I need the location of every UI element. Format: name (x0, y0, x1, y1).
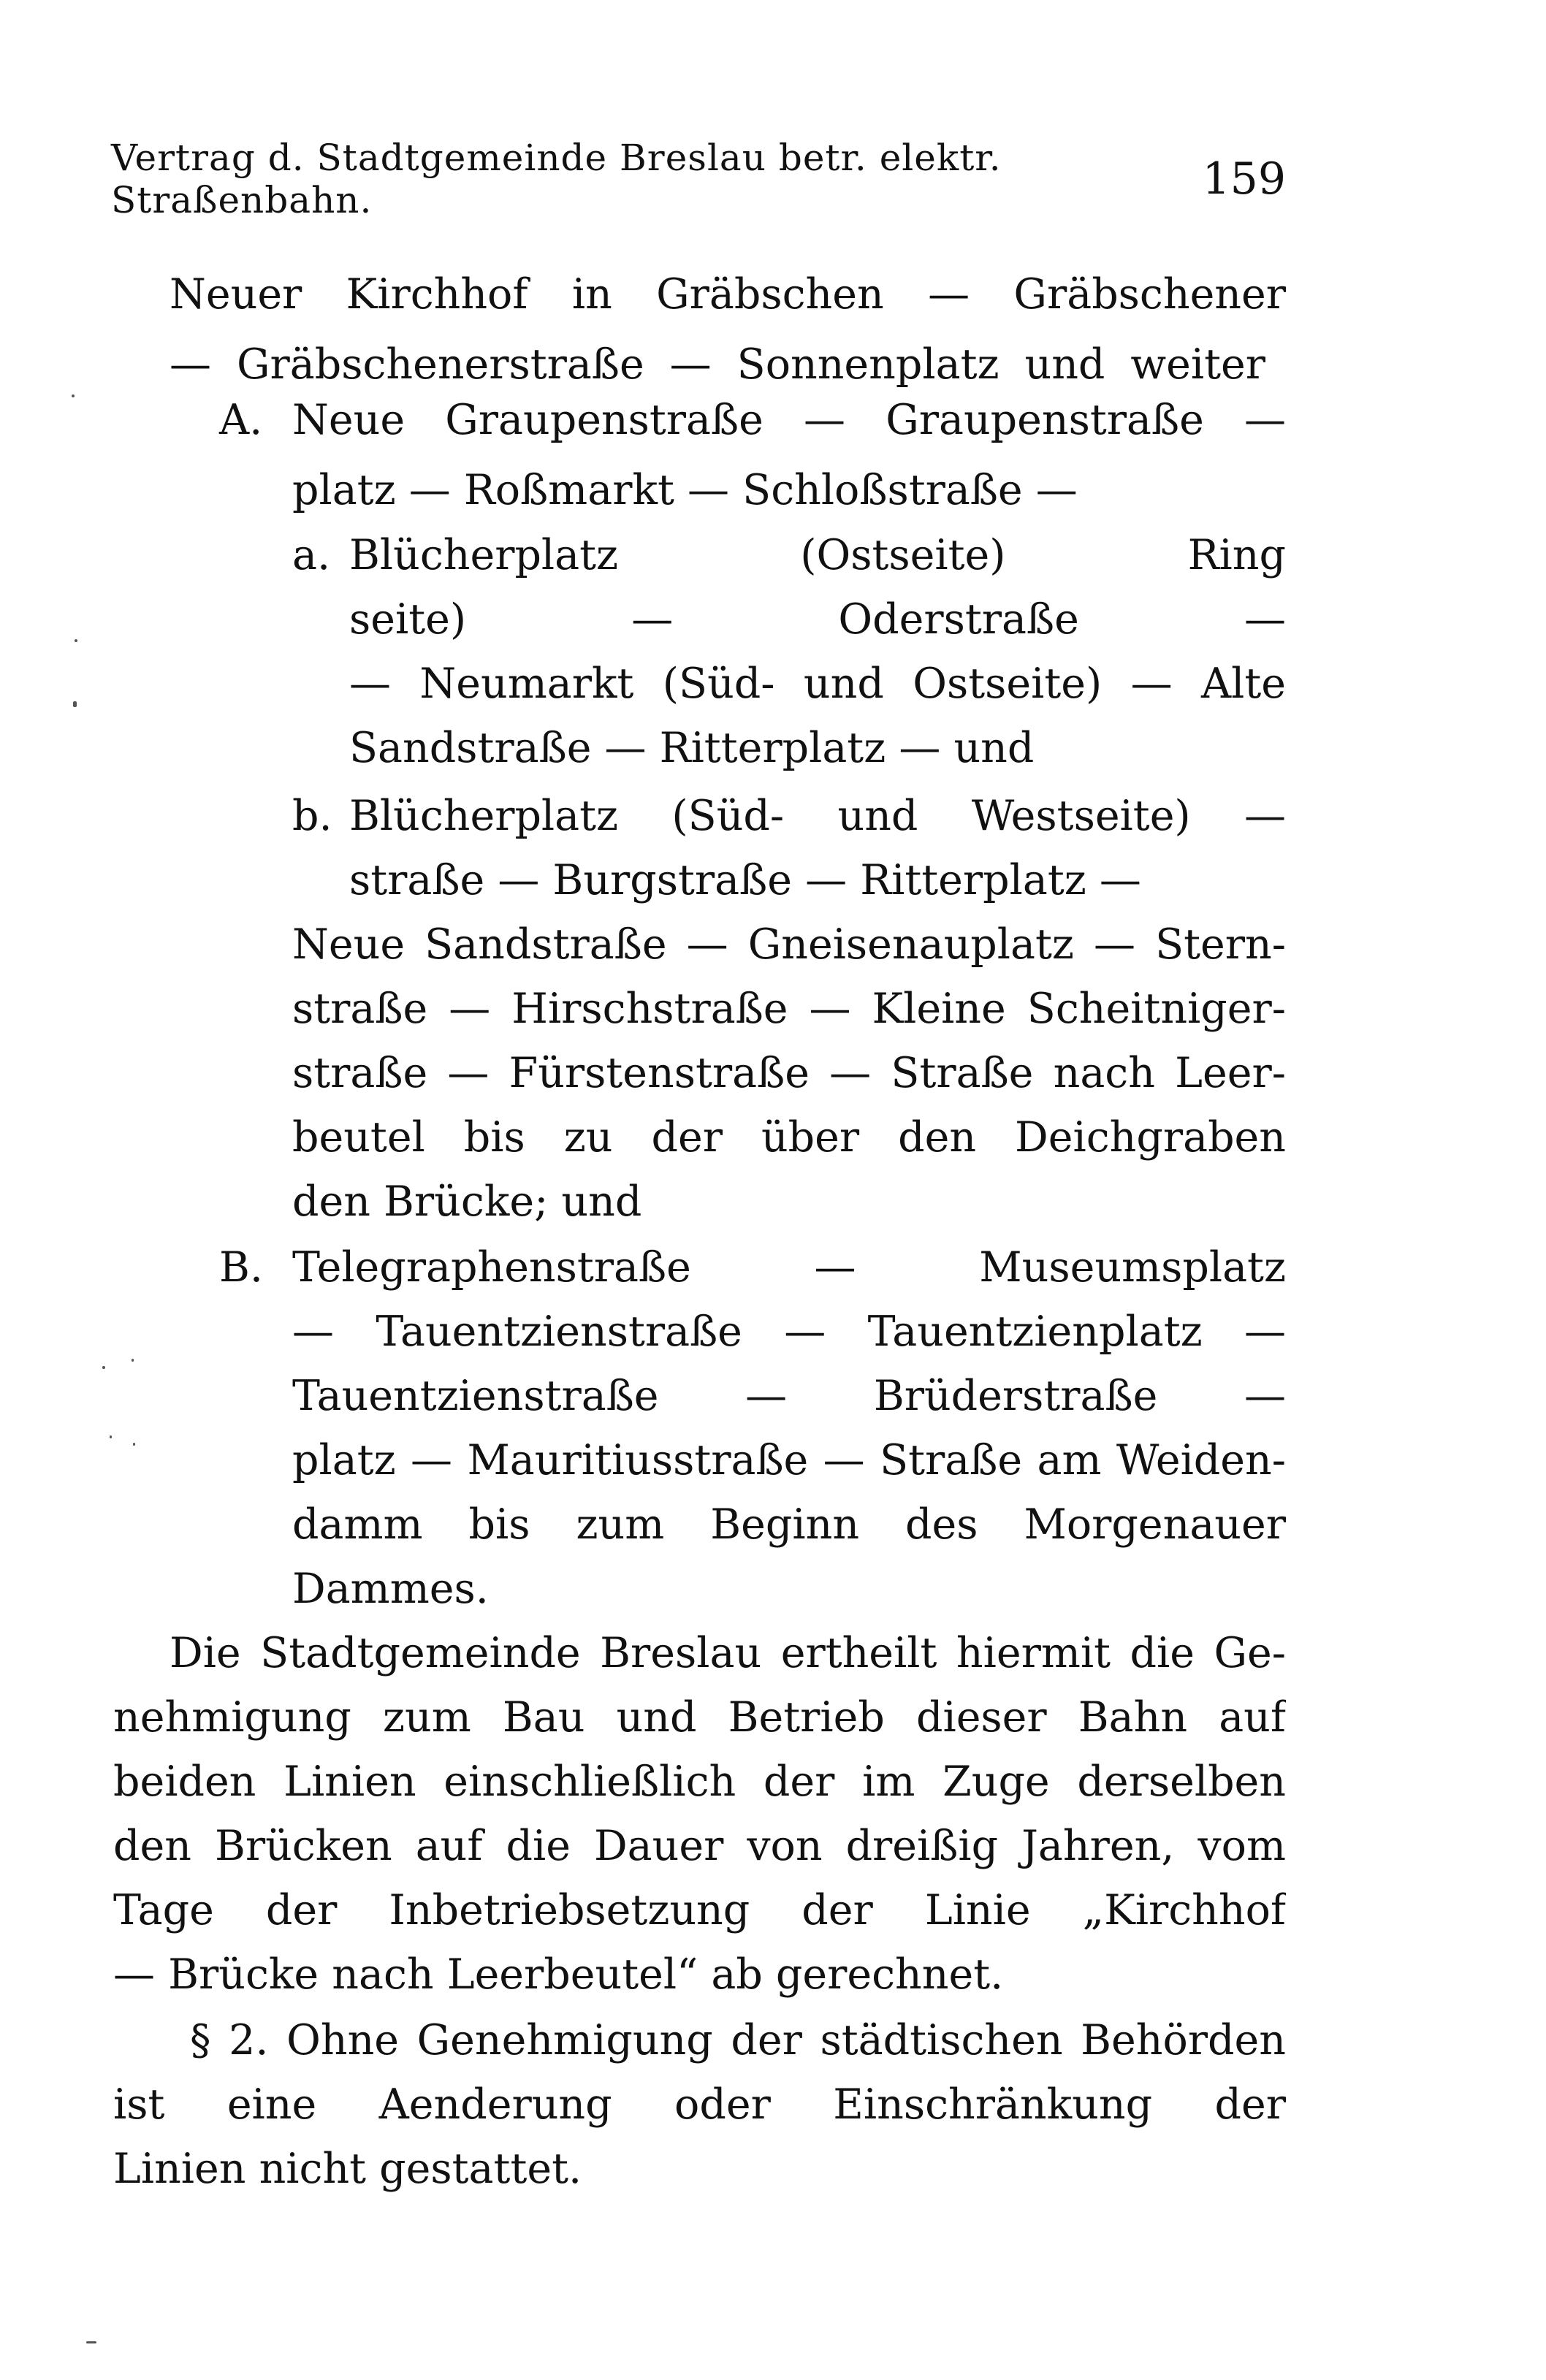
text-line: — Brücke nach Leerbeutel“ ab gerechnet. (113, 1950, 1004, 1999)
text-line: straße — Burgstraße — Ritterplatz — (349, 856, 1141, 904)
text-line: platz — Mauritiusstraße — Straße am Weiden- (292, 1436, 1286, 1484)
text-line: — Neumarkt (Süd- und Ostseite) — Alte (349, 660, 1286, 708)
text-line: Blücherplatz (Ostseite) Ring (349, 531, 1286, 579)
text-line: Blücherplatz (Süd- und Westseite) — (349, 792, 1286, 840)
text-line: Tauentzienstraße — Brüderstraße — (292, 1372, 1286, 1420)
text-line: Dammes. (292, 1565, 489, 1613)
page-number: 159 (1202, 153, 1286, 205)
text-line: § 2. Ohne Genehmigung der städtischen Behörden (190, 2016, 1286, 2064)
text-line: den Brücken auf die Dauer von dreißig Jahren, vom (113, 1822, 1286, 1870)
text-line: beutel bis zu der über den Deichgraben (292, 1113, 1286, 1162)
scan-speck (110, 1435, 112, 1438)
text-line: Sandstraße — Ritterplatz — und (349, 724, 1035, 772)
text-line: straße — Fürstenstraße — Straße nach Leer- (292, 1049, 1286, 1097)
running-header (111, 137, 1286, 221)
text-line: platz — Roßmarkt — Schloßstraße — (292, 466, 1078, 514)
text-line: damm bis zum Beginn des Morgenauer (292, 1500, 1286, 1549)
text-line: Linien nicht gestattet. (113, 2145, 582, 2193)
text-line: ist eine Aenderung oder Einschränkung der (113, 2080, 1286, 2129)
text-line: den Brücke; und (292, 1178, 642, 1226)
scan-speck (72, 394, 75, 397)
list-marker-a: a. (292, 531, 331, 579)
list-marker-b: b. (292, 792, 332, 840)
text-line: nehmigung zum Bau und Betrieb dieser Bahn auf (113, 1693, 1286, 1742)
text-line: Neue Graupenstraße — Graupenstraße — (292, 396, 1286, 444)
text-line: — Gräbschenerstraße — Sonnenplatz und weiter (170, 340, 1265, 389)
running-header-title: Vertrag d. Stadtgemeinde Breslau betr. elektr. Straßenbahn. (111, 137, 1002, 221)
scan-speck (132, 1359, 134, 1362)
scan-speck (86, 2341, 96, 2343)
text-line: beiden Linien einschließlich der im Zuge derselben (113, 1758, 1286, 1806)
text-line: seite) — Oderstraße — (349, 595, 1286, 644)
text-line: Die Stadtgemeinde Breslau ertheilt hiermit die Ge- (170, 1629, 1286, 1677)
list-marker-A: A. (219, 396, 263, 444)
text-line: Neuer Kirchhof in Gräbschen — Gräbschener (170, 270, 1286, 319)
scan-speck (73, 701, 77, 707)
scan-speck (102, 1366, 105, 1369)
list-marker-B: B. (219, 1243, 264, 1292)
scan-speck (75, 639, 77, 642)
text-line: straße — Hirschstraße — Kleine Scheitniger- (292, 985, 1286, 1033)
text-line: — Tauentzienstraße — Tauentzienplatz — (292, 1308, 1286, 1356)
scan-speck (133, 1443, 135, 1446)
text-line: Neue Sandstraße — Gneisenauplatz — Stern- (292, 920, 1286, 969)
text-line: Tage der Inbetriebsetzung der Linie „Kirchhof (113, 1886, 1286, 1934)
text-line: Telegraphenstraße — Museumsplatz (292, 1243, 1286, 1292)
